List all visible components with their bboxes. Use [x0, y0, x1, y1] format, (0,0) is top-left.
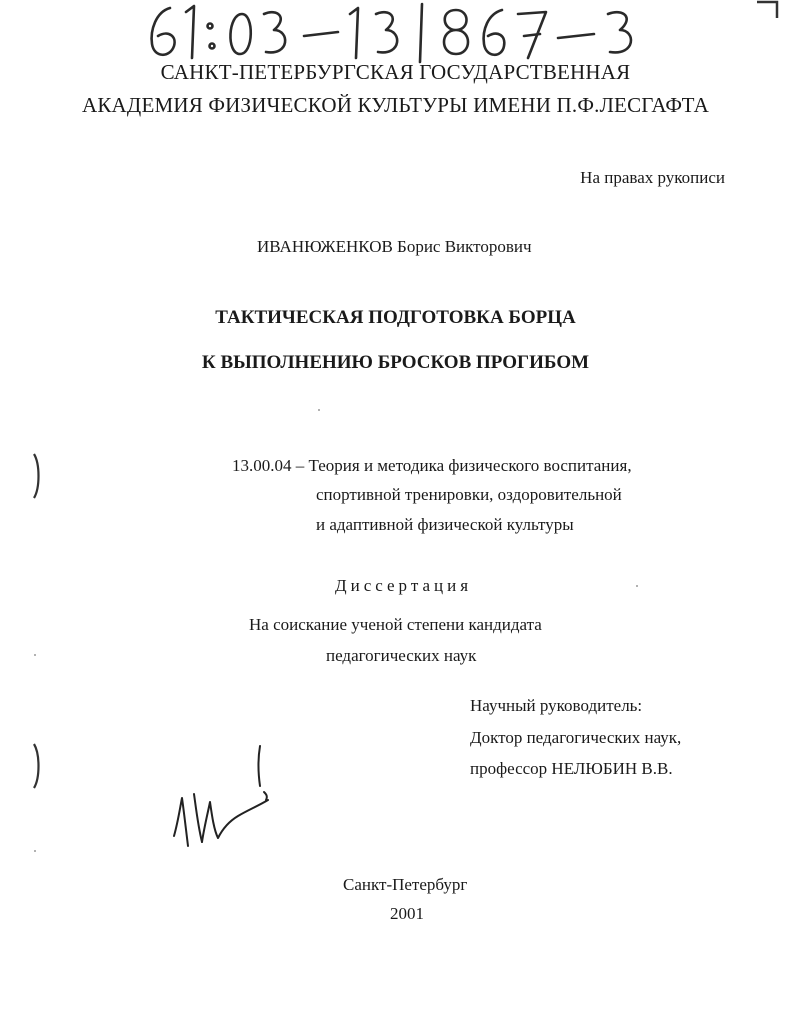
institution-name-line-1: САНКТ-ПЕТЕРБУРГСКАЯ ГОСУДАРСТВЕННАЯ: [160, 60, 631, 84]
advisor-degree: Доктор педагогических наук,: [470, 728, 682, 747]
institution-name-line-2: АКАДЕМИЯ ФИЗИЧЕСКОЙ КУЛЬТУРЫ ИМЕНИ П.Ф.ЛЕСГАФТА: [81, 93, 709, 117]
advisor-label: Научный руководитель:: [470, 696, 643, 715]
degree-line-1: На соискание ученой степени кандидата: [249, 615, 542, 634]
specialty-code-line: 13.00.04 – Теория и методика физического воспитания,: [232, 456, 632, 475]
degree-line-2: педагогических наук: [326, 646, 477, 665]
thesis-title-line-2: К ВЫПОЛНЕНИЮ БРОСКОВ ПРОГИБОМ: [201, 352, 590, 373]
specialty-line-2: спортивной тренировки, оздоровительной: [316, 485, 622, 504]
author-signature: [168, 742, 278, 854]
manuscript-rights-note: На правах рукописи: [580, 168, 725, 187]
scan-speck: [34, 654, 36, 656]
left-margin-bracket-upper: [30, 452, 44, 500]
scan-speck: [34, 850, 36, 852]
city: Санкт-Петербург: [343, 875, 468, 894]
thesis-title-line-1: ТАКТИЧЕСКАЯ ПОДГОТОВКА БОРЦА: [215, 307, 576, 328]
advisor-name: профессор НЕЛЮБИН В.В.: [470, 759, 673, 778]
document-type: Диссертация: [335, 576, 473, 595]
year: 2001: [390, 904, 424, 923]
scan-speck: [636, 585, 638, 587]
left-margin-bracket-lower: [30, 742, 44, 790]
author-name: ИВАНЮЖЕНКОВ Борис Викторович: [257, 237, 532, 256]
scan-speck: [318, 409, 320, 411]
handwritten-archive-code: [138, 0, 658, 64]
corner-mark: [753, 0, 781, 22]
specialty-line-3: и адаптивной физической культуры: [316, 515, 574, 534]
